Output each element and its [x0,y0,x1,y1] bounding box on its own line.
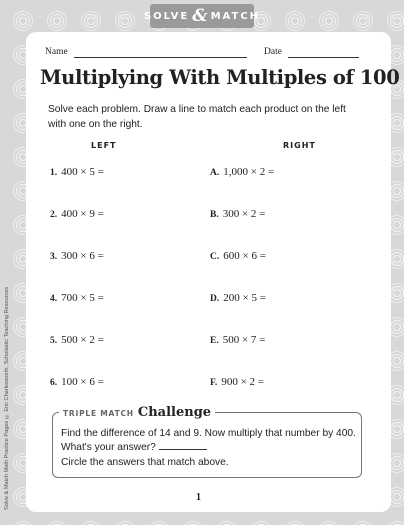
left-problem [50,334,104,346]
banner-word-solve: SOLVE [143,10,190,22]
date-field[interactable] [288,57,359,58]
challenge-answer-field[interactable] [159,441,207,450]
challenge-instruction: Circle the answers that match above. [61,457,229,468]
problem-label: 1. [50,168,58,178]
problem-expression: 1,000 × 2 = [223,166,275,178]
banner-ampersand: & [192,5,208,26]
left-problem [50,250,104,262]
left-problem [50,208,104,220]
challenge-title: Challenge [137,405,212,420]
problem-expression: 700 × 5 = [61,292,104,304]
copyright-credit: Solve & Match Math Practice Pages © Eric Charlesworth, Scholastic Teaching Resources [4,286,10,510]
challenge-question: Find the difference of 14 and 9. Now multiply that number by 400. What's your answer? [61,428,356,453]
problem-label: 4. [50,294,58,304]
problem-expression: 300 × 6 = [61,250,104,262]
problem-label: 6. [50,378,58,388]
problem-expression: 400 × 5 = [61,166,104,178]
problem-expression: 600 × 6 = [223,250,266,262]
problem-expression: 500 × 2 = [61,334,104,346]
problem-expression: 400 × 9 = [61,208,104,220]
problem-expression: 100 × 6 = [61,376,104,388]
problem-label: F. [210,378,218,388]
right-problem [210,292,266,304]
right-problem [210,166,274,178]
left-column-heading: LEFT [91,141,117,150]
problem-expression: 500 × 7 = [222,334,266,346]
name-field[interactable] [74,57,247,58]
banner-word-match: MATCH [210,10,261,22]
page-title: Multiplying With Multiples of 100 [40,66,400,89]
right-problem [210,376,264,388]
problem-expression: 200 × 5 = [223,292,266,304]
page-number: 1 [196,492,201,503]
instructions: Solve each problem. Draw a line to match each product on the left with one on the right. [48,104,346,130]
problem-label: 3. [50,252,58,262]
triple-match-challenge-box [52,405,362,478]
problem-label: 5. [50,336,58,346]
right-problem [210,334,265,346]
problem-label: D. [210,294,220,304]
solve-match-banner [143,4,261,28]
problem-label: B. [210,210,219,220]
problem-label: C. [210,252,220,262]
right-problem [210,208,265,220]
problem-label: E. [210,336,219,346]
problem-label: A. [210,168,220,178]
name-label: Name [45,47,68,57]
left-problem [50,292,104,304]
left-problem [50,376,104,388]
problem-label: 2. [50,210,58,220]
challenge-text [61,427,357,454]
challenge-tag: TRIPLE MATCH [63,409,134,418]
problem-expression: 300 × 2 = [222,208,266,220]
date-label: Date [264,47,282,57]
problem-expression: 900 × 2 = [221,376,264,388]
left-problem [50,166,104,178]
name-date-row [45,47,363,59]
challenge-heading [59,403,215,421]
right-problem [210,250,266,262]
right-column-heading: RIGHT [283,141,316,150]
